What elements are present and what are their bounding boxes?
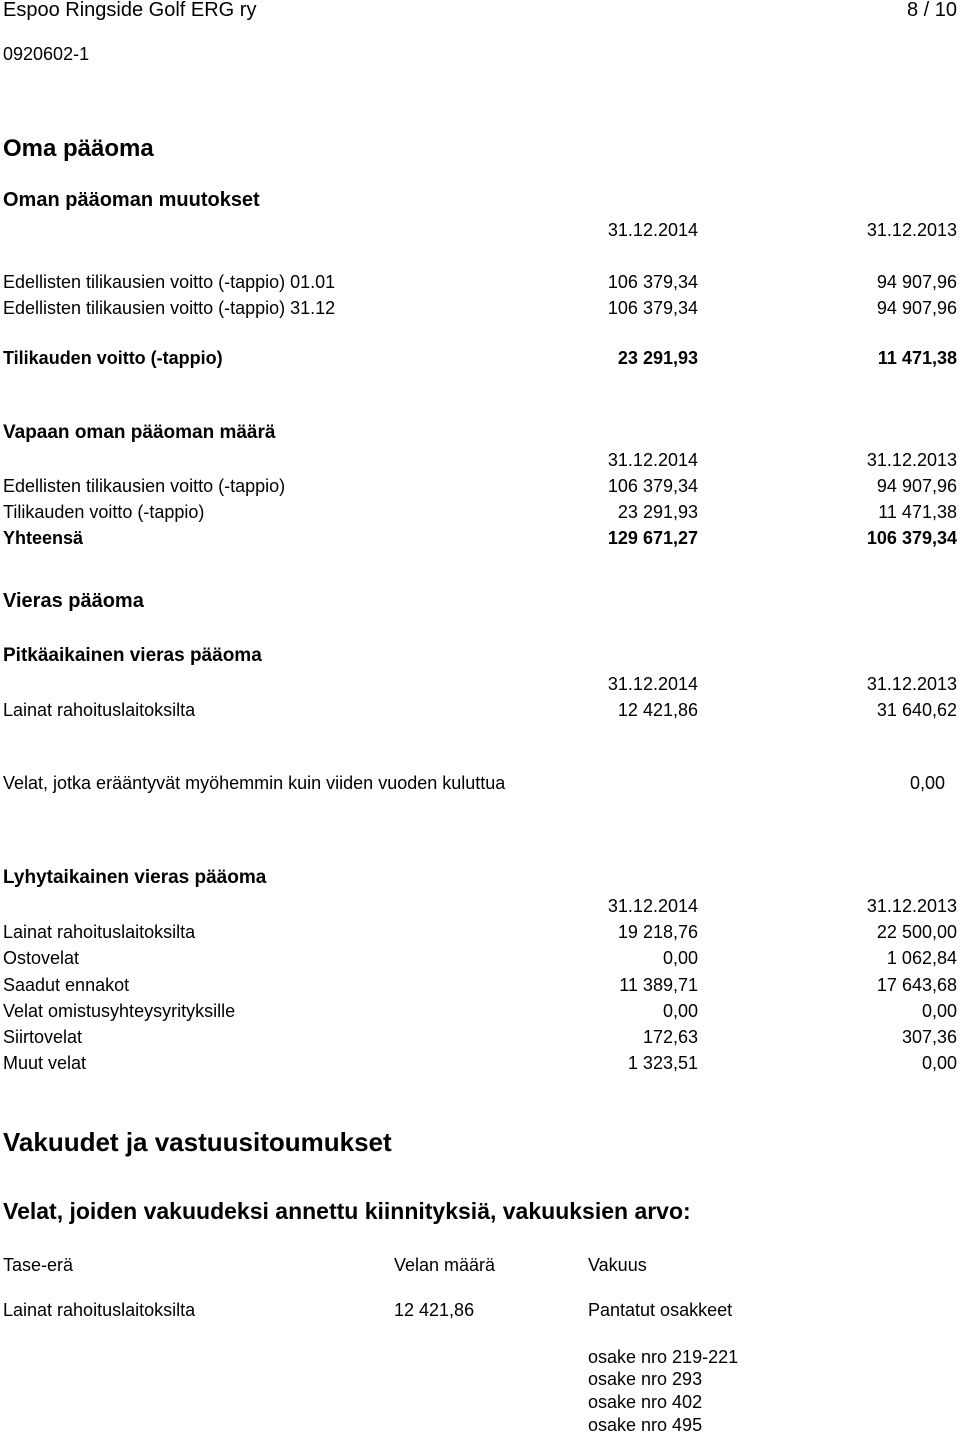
row-value-2014: 11 389,71 — [619, 975, 698, 995]
row-value-2013: 94 907,96 — [876, 298, 957, 318]
row-label: Velat omistusyhteysyrityksille — [3, 1001, 236, 1021]
row-value-2013: 11 471,38 — [878, 502, 957, 522]
row-label: Ostovelat — [3, 948, 80, 968]
vakuus-row-vakuus: Pantatut osakkeet — [588, 1300, 733, 1320]
business-id: 0920602-1 — [3, 44, 90, 64]
row-value-2014: 12 421,86 — [617, 700, 698, 720]
row-label: Edellisten tilikausien voitto (-tappio) 01.01 — [3, 272, 336, 292]
row-value-2013: 0,00 — [921, 1053, 957, 1073]
page-number: 8 / 10 — [906, 0, 957, 21]
column-header-velan-maara: Velan määrä — [394, 1255, 496, 1275]
column-header-tase-era: Tase-erä — [3, 1255, 74, 1275]
row-value-2014: 23 291,93 — [617, 502, 698, 522]
total-label: Yhteensä — [3, 528, 84, 548]
row-value-2014: 106 379,34 — [607, 272, 698, 292]
total-value-2013: 106 379,34 — [866, 528, 957, 548]
row-value-2014: 1 323,51 — [627, 1053, 698, 1073]
row-value-2013: 0,00 — [921, 1001, 957, 1021]
section-title-vakuudet: Vakuudet ja vastuusitoumukset — [3, 1127, 392, 1157]
column-header-2013: 31.12.2013 — [866, 896, 957, 916]
row-label: Lainat rahoituslaitoksilta — [3, 700, 196, 720]
osake-item: osake nro 402 — [588, 1392, 703, 1412]
osake-item: osake nro 219-221 — [588, 1347, 739, 1367]
row-value-2013: 94 907,96 — [876, 476, 957, 496]
result-value-2013: 11 471,38 — [877, 348, 957, 368]
row-value-2013: 31 640,62 — [876, 700, 957, 720]
osake-item: osake nro 293 — [588, 1369, 703, 1389]
subsection-title-vapaa: Vapaan oman pääoman määrä — [3, 422, 276, 443]
row-label: Edellisten tilikausien voitto (-tappio) 31.12 — [3, 298, 336, 318]
row-label: Saadut ennakot — [3, 975, 130, 995]
section-title-vieras-paaoma: Vieras pääoma — [3, 590, 144, 612]
section-title-oma-paaoma: Oma pääoma — [3, 135, 154, 162]
column-header-2013: 31.12.2013 — [866, 220, 957, 240]
subsection-title-muutokset: Oman pääoman muutokset — [3, 189, 260, 211]
column-header-vakuus: Vakuus — [588, 1255, 647, 1275]
column-header-2014: 31.12.2014 — [607, 674, 698, 694]
column-header-2014: 31.12.2014 — [607, 220, 698, 240]
row-value-2014: 0,00 — [662, 948, 698, 968]
vakuus-row-velan-maara: 12 421,86 — [394, 1300, 475, 1320]
long-term-note-value: 0,00 — [909, 773, 945, 793]
result-value-2014: 23 291,93 — [617, 348, 698, 368]
row-label: Muut velat — [3, 1053, 87, 1073]
row-value-2013: 22 500,00 — [876, 922, 957, 942]
row-label: Siirtovelat — [3, 1027, 83, 1047]
row-label: Edellisten tilikausien voitto (-tappio) — [3, 476, 286, 496]
row-value-2014: 172,63 — [642, 1027, 698, 1047]
osake-item: osake nro 495 — [588, 1415, 703, 1435]
company-name: Espoo Ringside Golf ERG ry — [3, 0, 257, 21]
row-value-2014: 0,00 — [662, 1001, 698, 1021]
vakuus-row-tase-era: Lainat rahoituslaitoksilta — [3, 1300, 196, 1320]
row-value-2013: 1 062,84 — [886, 948, 957, 968]
row-value-2013: 307,36 — [901, 1027, 957, 1047]
column-header-2013: 31.12.2013 — [866, 674, 957, 694]
row-value-2014: 106 379,34 — [607, 298, 698, 318]
long-term-note-label: Velat, jotka erääntyvät myöhemmin kuin viiden vuoden kuluttua — [3, 773, 506, 793]
column-header-2014: 31.12.2014 — [607, 896, 698, 916]
subsection-title-lyhyt: Lyhytaikainen vieras pääoma — [3, 867, 267, 888]
vakuudet-subtitle: Velat, joiden vakuudeksi annettu kiinnityksiä, vakuuksien arvo: — [3, 1198, 691, 1224]
subsection-title-pitka: Pitkäaikainen vieras pääoma — [3, 645, 262, 666]
result-label: Tilikauden voitto (-tappio) — [3, 348, 223, 368]
row-value-2013: 17 643,68 — [876, 975, 957, 995]
column-header-2013: 31.12.2013 — [866, 450, 957, 470]
total-value-2014: 129 671,27 — [607, 528, 698, 548]
row-label: Lainat rahoituslaitoksilta — [3, 922, 196, 942]
row-value-2013: 94 907,96 — [876, 272, 957, 292]
row-value-2014: 19 218,76 — [617, 922, 698, 942]
row-value-2014: 106 379,34 — [607, 476, 698, 496]
column-header-2014: 31.12.2014 — [607, 450, 698, 470]
row-label: Tilikauden voitto (-tappio) — [3, 502, 205, 522]
